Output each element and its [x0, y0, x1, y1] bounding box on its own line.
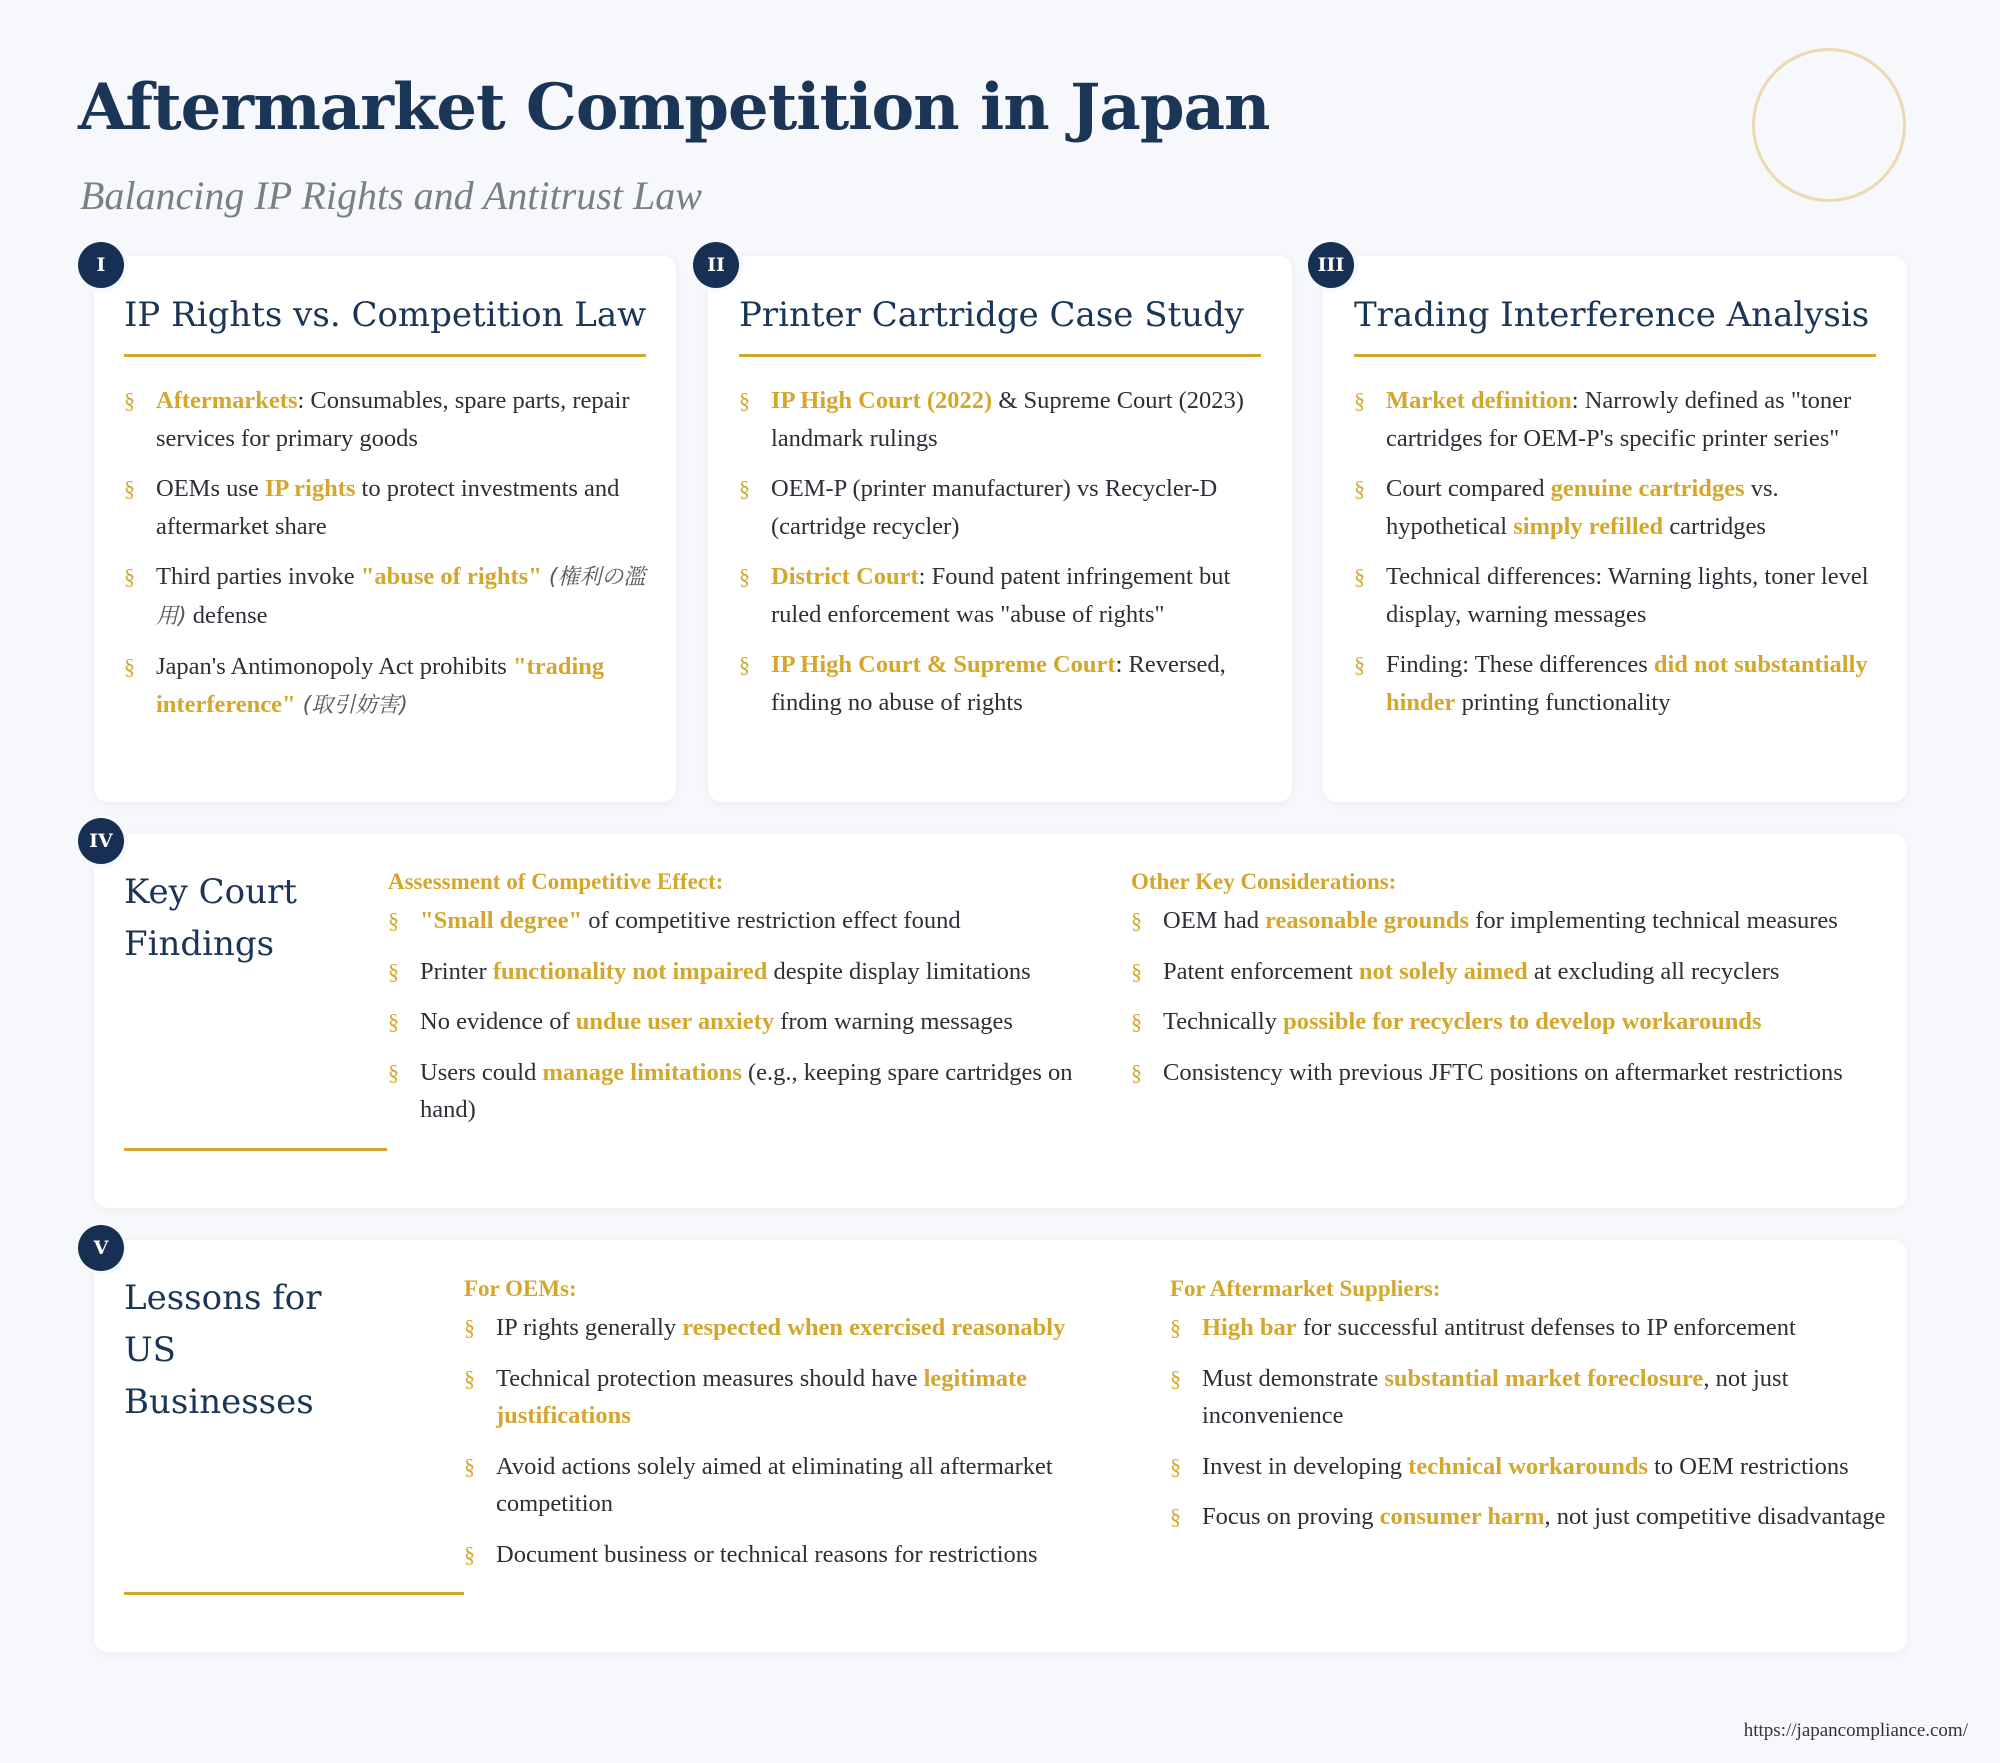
body-text: for implementing technical measures	[1469, 907, 1838, 934]
bullet-item	[388, 1003, 1118, 1041]
body-text: defense	[186, 601, 268, 629]
bullet-item	[1170, 1448, 1890, 1486]
highlight-text: functionality not impaired	[492, 957, 768, 985]
bullet-item	[1131, 1054, 1891, 1092]
highlight-text: legitimate justifications	[496, 1364, 1027, 1429]
highlight-text: IP High Court & Supreme Court	[771, 651, 1116, 678]
body-text: No evidence of	[420, 1008, 576, 1035]
body-text: & Supreme Court (2023) landmark rulings	[771, 387, 1244, 452]
section-rule-4	[124, 1148, 387, 1151]
section-mark-icon: §	[1131, 1009, 1142, 1034]
body-text: OEM-P (printer manufacturer) vs Recycler-D (cartridge recycler)	[771, 475, 1218, 540]
highlight-text: "Small degree"	[420, 907, 583, 934]
body-text: despite display limitations	[767, 957, 1031, 985]
section-mark-icon: §	[464, 1453, 475, 1479]
highlight-text: High bar	[1202, 1314, 1297, 1341]
section-mark-icon: §	[739, 476, 750, 501]
bullet-item	[1354, 382, 1884, 457]
highlight-text: did not substantially hinder	[1386, 651, 1868, 716]
highlight-text: undue user anxiety	[575, 1008, 775, 1035]
bullet-item	[124, 558, 654, 635]
section-mark-icon: §	[1131, 958, 1142, 984]
body-text: of competitive restriction effect found	[582, 907, 961, 934]
body-text: Focus on proving	[1202, 1503, 1380, 1530]
highlight-text: "abuse of rights"	[360, 563, 542, 590]
section-rule-2	[739, 354, 1261, 357]
suppliers-heading: For Aftermarket Suppliers:	[1170, 1276, 1441, 1301]
section-title-3: Trading Interference Analysis	[1354, 295, 1870, 335]
body-text: : Consumables, spare parts, repair services for primary goods	[156, 387, 630, 452]
body-text: at excluding all recyclers	[1527, 957, 1780, 985]
section-mark-icon: §	[1170, 1453, 1181, 1479]
body-text: Printer	[420, 957, 493, 985]
body-text: Technically	[1163, 1008, 1284, 1035]
body-text: Must demonstrate	[1202, 1364, 1385, 1392]
section-mark-icon: §	[1170, 1315, 1181, 1340]
section-mark-icon: §	[1170, 1504, 1181, 1529]
page-title: Aftermarket Competition in Japan	[78, 70, 1270, 145]
section-list-1	[124, 382, 654, 737]
bullet-item	[1354, 646, 1884, 721]
bullet-item	[464, 1536, 1144, 1574]
section-title-2: Printer Cartridge Case Study	[739, 295, 1245, 335]
bullet-item	[739, 470, 1269, 545]
body-text: printing functionality	[1455, 688, 1671, 716]
suppliers-list	[1170, 1309, 1890, 1549]
body-text: Technical differences: Warning lights, toner level display, warning messages	[1386, 563, 1869, 628]
section-list-2	[739, 382, 1269, 734]
bullet-item	[464, 1309, 1144, 1347]
section-mark-icon: §	[1170, 1365, 1181, 1391]
page-subtitle: Balancing IP Rights and Antitrust Law	[80, 173, 702, 218]
bullet-item	[739, 646, 1269, 721]
section-mark-icon: §	[388, 908, 399, 933]
highlight-text: Aftermarkets	[156, 387, 298, 414]
highlight-text: District Court	[771, 563, 919, 590]
body-text: (e.g., keeping spare cartridges on hand)	[420, 1058, 1073, 1123]
bullet-item	[1131, 1003, 1891, 1041]
japanese-term: (取引妨害)	[295, 692, 408, 718]
competitive-effect-list	[388, 902, 1118, 1142]
section-mark-icon: §	[739, 564, 750, 589]
highlight-text: manage limitations	[542, 1058, 742, 1086]
body-text: OEMs use	[156, 475, 265, 502]
highlight-text: "trading interference"	[156, 653, 605, 718]
body-text: to protect investments and aftermarket share	[156, 475, 620, 540]
footer-url[interactable]: https://japancompliance.com/	[1743, 1720, 1968, 1741]
bullet-item	[1170, 1360, 1890, 1435]
bullet-item	[124, 470, 654, 545]
highlight-text: substantial market foreclosure	[1384, 1364, 1704, 1392]
body-text: Japan's Antimonopoly Act prohibits	[156, 653, 513, 680]
body-text: Technical protection measures should have	[496, 1364, 924, 1392]
highlight-text: IP High Court (2022)	[771, 387, 993, 414]
bullet-item	[464, 1448, 1144, 1523]
section-mark-icon: §	[388, 1009, 399, 1034]
body-text: , not just inconvenience	[1202, 1364, 1789, 1429]
highlight-text: consumer harm	[1379, 1503, 1545, 1530]
bullet-item	[739, 558, 1269, 633]
bullet-item	[388, 953, 1118, 991]
highlight-text: respected when exercised reasonably	[682, 1314, 1066, 1341]
section-mark-icon: §	[1354, 652, 1365, 677]
section-badge-2: II	[693, 242, 739, 288]
section-mark-icon: §	[388, 1059, 399, 1085]
section-rule-5	[124, 1592, 464, 1595]
body-text: Avoid actions solely aimed at eliminating all aftermarket competition	[496, 1452, 1053, 1517]
body-text: from warning messages	[774, 1008, 1013, 1035]
section-mark-icon: §	[739, 652, 750, 677]
body-text: : Found patent infringement but ruled enforcement was "abuse of rights"	[771, 563, 1231, 628]
section-mark-icon: §	[124, 476, 135, 501]
bullet-item	[124, 648, 654, 724]
bullet-item	[388, 1054, 1118, 1129]
body-text: Third parties invoke	[156, 563, 361, 590]
bullet-item	[1131, 953, 1891, 991]
section-mark-icon: §	[464, 1541, 475, 1567]
section-rule-1	[124, 354, 646, 357]
bullet-item	[388, 902, 1118, 940]
body-text: Users could	[420, 1058, 543, 1086]
bullet-item	[1354, 470, 1884, 545]
body-text: Finding: These differences	[1386, 651, 1654, 678]
body-text: Court compared	[1386, 475, 1551, 502]
highlight-text: genuine cartridges	[1550, 475, 1745, 502]
other-considerations-heading: Other Key Considerations:	[1131, 869, 1397, 894]
highlight-text: reasonable grounds	[1265, 907, 1470, 934]
section-title-1: IP Rights vs. Competition Law	[124, 295, 647, 335]
decorative-circle	[1752, 48, 1906, 202]
section-mark-icon: §	[464, 1365, 475, 1391]
bullet-item	[1131, 902, 1891, 940]
section-mark-icon: §	[464, 1315, 475, 1340]
bullet-item	[1170, 1498, 1890, 1536]
section-mark-icon: §	[1131, 1059, 1142, 1085]
section-mark-icon: §	[1354, 388, 1365, 413]
body-text: Patent enforcement	[1163, 957, 1359, 985]
body-text: cartridges	[1663, 512, 1766, 540]
bullet-item	[1354, 558, 1884, 633]
highlight-text: not solely aimed	[1358, 957, 1528, 985]
body-text: Consistency with previous JFTC positions on aftermarket restrictions	[1163, 1058, 1843, 1086]
highlight-text: Market definition	[1386, 387, 1572, 414]
body-text: : Narrowly defined as "toner cartridges for OEM-P's specific printer series"	[1386, 387, 1852, 452]
oems-heading: For OEMs:	[464, 1276, 577, 1301]
section-badge-1: I	[78, 242, 124, 288]
section-list-3	[1354, 382, 1884, 734]
section-mark-icon: §	[124, 564, 135, 589]
section-mark-icon: §	[1354, 476, 1365, 501]
section-title-5: Lessons for US Businesses	[124, 1278, 322, 1422]
japanese-term: (権利の濫用)	[156, 565, 646, 629]
highlight-text: possible for recyclers to develop workarounds	[1283, 1008, 1762, 1035]
body-text: Invest in developing	[1202, 1452, 1409, 1480]
section-badge-3: III	[1308, 242, 1354, 288]
section-mark-icon: §	[1354, 564, 1365, 589]
highlight-text: technical workarounds	[1408, 1452, 1648, 1480]
highlight-text: IP rights	[264, 475, 356, 502]
section-mark-icon: §	[124, 654, 135, 679]
section-rule-3	[1354, 354, 1876, 357]
highlight-text: simply refilled	[1513, 512, 1664, 540]
bullet-item	[1170, 1309, 1890, 1347]
section-badge-5: V	[78, 1225, 124, 1271]
section-mark-icon: §	[388, 958, 399, 984]
bullet-item	[739, 382, 1269, 457]
body-text: to OEM restrictions	[1647, 1452, 1849, 1480]
competitive-effect-heading: Assessment of Competitive Effect:	[388, 869, 724, 894]
bullet-item	[464, 1360, 1144, 1435]
body-text: , not just competitive disadvantage	[1544, 1503, 1886, 1530]
body-text: IP rights generally	[496, 1314, 683, 1341]
body-text: OEM had	[1163, 907, 1266, 934]
section-mark-icon: §	[739, 388, 750, 413]
section-mark-icon: §	[1131, 908, 1142, 933]
section-badge-4: IV	[78, 818, 124, 864]
body-text: for successful antitrust defenses to IP enforcement	[1296, 1314, 1796, 1341]
body-text: : Reversed, finding no abuse of rights	[771, 651, 1226, 716]
oems-list	[464, 1309, 1144, 1586]
section-mark-icon: §	[124, 388, 135, 413]
bullet-item	[124, 382, 654, 457]
body-text: Document business or technical reasons for restrictions	[496, 1540, 1038, 1568]
body-text: vs. hypothetical	[1386, 475, 1779, 540]
section-title-4: Key Court Findings	[124, 872, 297, 964]
other-considerations-list	[1131, 902, 1891, 1104]
